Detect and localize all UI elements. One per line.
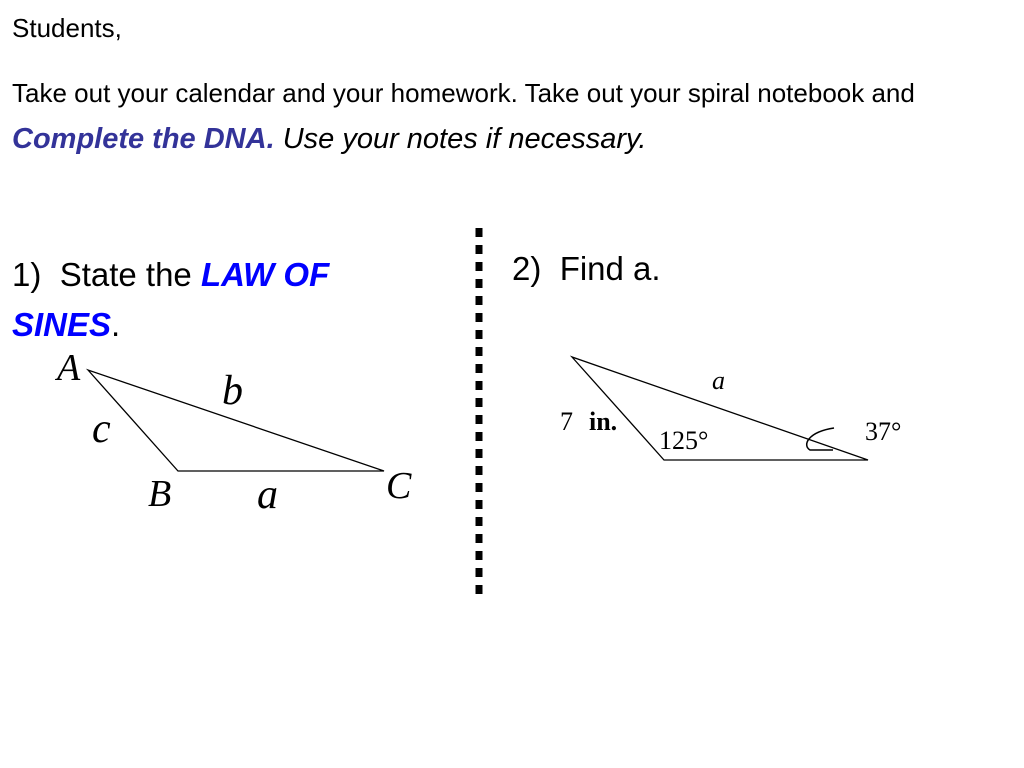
side-b-label: b bbox=[222, 368, 243, 414]
angle-37-label: 37° bbox=[865, 417, 902, 446]
side-length-unit: in. bbox=[589, 407, 618, 436]
question-1-emphasis: LAW OF SINES bbox=[12, 256, 330, 343]
question-1-end: . bbox=[111, 306, 121, 343]
side-a-label-2: a bbox=[712, 366, 725, 395]
instructions-part2: Use your notes if necessary. bbox=[274, 123, 647, 155]
vertex-a-label: A bbox=[57, 347, 81, 389]
side-c-label: c bbox=[92, 406, 111, 452]
vertex-c-label: C bbox=[386, 465, 412, 507]
instructions-emphasis: Complete the DNA. bbox=[12, 123, 275, 155]
greeting-text: Students, bbox=[12, 13, 122, 43]
side-length-value: 7 bbox=[560, 407, 573, 436]
vertex-b-label: B bbox=[148, 473, 172, 515]
instructions-part1: Take out your calendar and your homework. Take out your spiral notebook and bbox=[12, 78, 915, 108]
question-1-number: 1) bbox=[12, 256, 42, 293]
question-2-text: Find a. bbox=[559, 250, 661, 287]
question-2-number: 2) bbox=[512, 250, 542, 287]
angle-125-label: 125° bbox=[659, 426, 709, 455]
question-1-text: State the bbox=[59, 256, 201, 293]
side-a-label: a bbox=[257, 472, 278, 518]
